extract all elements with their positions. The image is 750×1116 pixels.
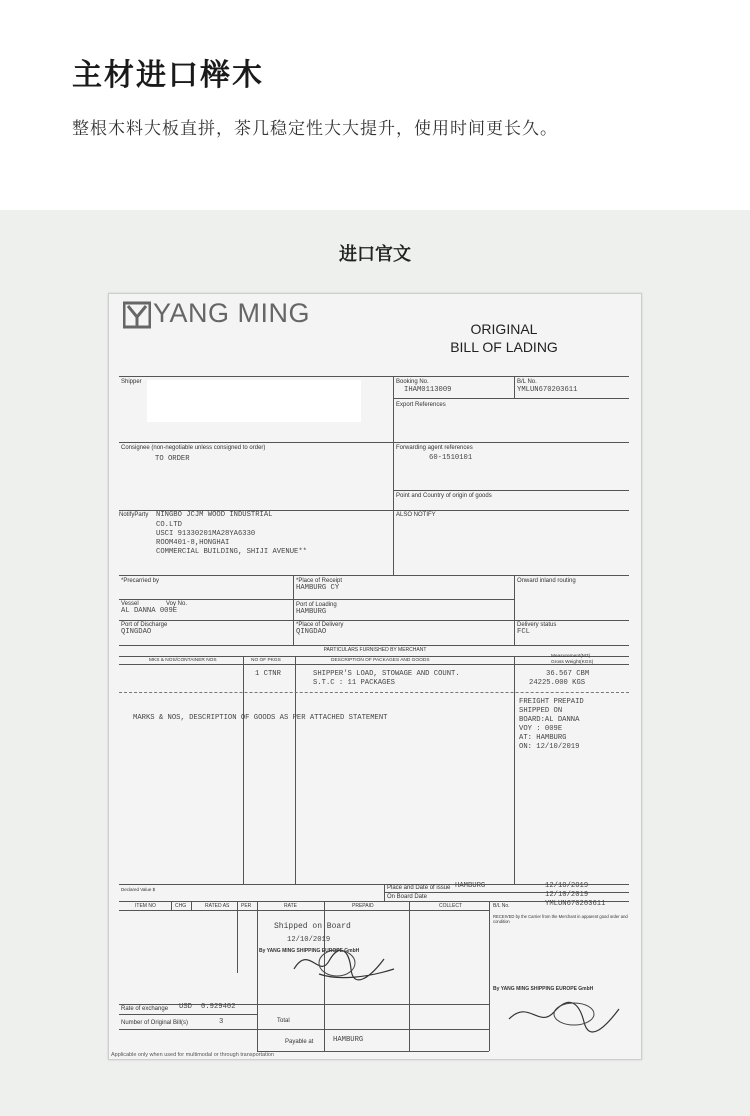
forwarding-ref-value: 60-1510101 xyxy=(429,454,473,462)
notify-party-label: NotifyParty xyxy=(119,512,149,518)
rule xyxy=(489,901,490,1051)
item-no-header: ITEM NO xyxy=(135,903,156,909)
notify-line-5: COMMERCIAL BUILDING, SHIJI AVENUE** xyxy=(156,548,307,556)
num-bills-label: Number of Original Bill(s) xyxy=(121,1020,189,1026)
stamp-shipped: Shipped on Board xyxy=(274,922,351,931)
rate-of-exchange-label: Rate of exchange xyxy=(121,1006,169,1012)
vessel-label: Vessel xyxy=(121,601,139,607)
origin-label: Point and Country of origin of goods xyxy=(396,493,492,499)
rated-as-header: RATED AS xyxy=(205,903,230,909)
voy-no-label: Voy No. xyxy=(166,601,188,607)
rule xyxy=(191,901,192,910)
rule xyxy=(119,620,629,621)
heading-original: ORIGINAL xyxy=(470,321,538,337)
measurement-header: Measurement(M3) xyxy=(551,654,591,659)
place-of-receipt-label: *Place of Receipt xyxy=(296,578,343,584)
place-of-delivery-value: QINGDAO xyxy=(296,628,327,636)
rule xyxy=(384,892,629,893)
particulars-label: PARTICULARS FURNISHED BY MERCHANT xyxy=(323,647,427,653)
collect-header: COLLECT xyxy=(439,903,463,909)
bottom-note: Applicable only when used for multimodal or through transportation xyxy=(111,1052,274,1058)
rule xyxy=(237,901,238,973)
port-of-loading-value: HAMBURG xyxy=(296,608,327,616)
export-references-label: Export References xyxy=(396,402,446,408)
goods-line-2: S.T.C : 11 PACKAGES xyxy=(313,679,395,687)
prepaid-header: PREPAID xyxy=(352,903,374,909)
forwarding-agent-label: Forwarding agent references xyxy=(396,445,473,451)
exchange-value: 0.929402 xyxy=(201,1003,236,1011)
rule xyxy=(119,910,489,911)
booking-no-label: Booking No. xyxy=(396,379,429,385)
issue-place-value: HAMBURG xyxy=(455,882,486,890)
onward-inland-label: Onward inland routing xyxy=(517,578,576,584)
notify-line-4: ROOM401-8,HONGHAI xyxy=(156,539,230,547)
vessel-value: AL DANNA 009E xyxy=(121,607,178,615)
signature-icon xyxy=(289,939,399,984)
remark-line-5: AT: HAMBURG xyxy=(519,734,567,742)
also-notify-label: ALSO NOTIFY xyxy=(396,512,436,518)
remark-line-4: VOY : 009E xyxy=(519,725,563,733)
weight-value: 24225.000 KGS xyxy=(529,679,586,687)
num-bills-value: 3 xyxy=(219,1018,224,1026)
rule xyxy=(514,656,515,884)
remark-line-3: BOARD:AL DANNA xyxy=(519,716,580,724)
payable-at-value: HAMBURG xyxy=(333,1036,364,1044)
marks-nos-header: MKS & NOS/CONTAINER NOS xyxy=(149,658,217,663)
total-label: Total xyxy=(277,1018,290,1024)
precarried-label: *Precarried by xyxy=(121,578,160,584)
exchange-prefix: USD xyxy=(179,1003,192,1011)
port-of-discharge-value: QINGDAO xyxy=(121,628,152,636)
rule xyxy=(514,376,515,398)
booking-no-value: IHAM0113009 xyxy=(404,386,452,394)
rule xyxy=(257,1051,489,1052)
remark-line-2: SHIPPED ON xyxy=(519,707,563,715)
issue-date-value: 12/10/2019 xyxy=(545,882,589,890)
rule xyxy=(384,884,385,901)
bill-of-lading-document xyxy=(108,293,642,1060)
rule xyxy=(119,376,629,377)
description-header: DESCRIPTION OF PACKAGES AND GOODS xyxy=(331,658,430,663)
stamp-by: By YANG MING SHIPPING EUROPE GmbH xyxy=(259,948,360,954)
chg-header: CHG xyxy=(175,903,187,909)
rule xyxy=(393,376,394,576)
bl-no-header: B/L No. xyxy=(493,903,510,909)
remark-line-1: FREIGHT PREPAID xyxy=(519,698,584,706)
pkgs-value: 1 CTNR xyxy=(255,670,281,678)
rule xyxy=(171,901,172,910)
on-board-date-label: On Board Date xyxy=(387,894,428,900)
heading-bill-of-lading: BILL OF LADING xyxy=(450,339,558,355)
place-date-issue-label: Place and Date of issue xyxy=(387,885,451,891)
notify-line-1: NINGBO JCJM WOOD INDUSTRIAL xyxy=(156,511,273,519)
rule xyxy=(393,490,629,491)
place-of-delivery-label: *Place of Delivery xyxy=(296,622,344,628)
notify-line-2: CO.LTD xyxy=(156,521,182,529)
rate-header: RATE xyxy=(284,903,297,909)
section-title: 进口官文 xyxy=(339,244,411,265)
bl-no-value: YMLUN670203611 xyxy=(517,386,578,394)
bl-no-value-2: YMLUN670203611 xyxy=(545,900,606,908)
rule xyxy=(119,1014,257,1015)
rule xyxy=(119,599,514,600)
received-text: RECEIVED by the Carrier from the Merchant in apparent good order and condition xyxy=(493,914,628,924)
port-of-discharge-label: Port of Discharge xyxy=(121,622,168,628)
stamp-date: 12/10/2019 xyxy=(287,936,331,944)
rule xyxy=(243,656,244,884)
header-section xyxy=(0,0,750,210)
document-heading xyxy=(429,320,579,356)
rule xyxy=(514,575,515,645)
rule xyxy=(293,575,294,645)
signed-by-label: By YANG MING SHIPPING EUROPE GmbH xyxy=(493,986,594,992)
page-subtitle: 整根木料大板直拼，茶几稳定性大大提升，使用时间更长久。 xyxy=(72,119,558,139)
consignee-label: Consignee (non-negotiable unless consigned to order) xyxy=(121,445,266,451)
place-of-receipt-value: HAMBURG CY xyxy=(296,584,340,592)
port-of-loading-label: Port of Loading xyxy=(296,602,337,608)
rule xyxy=(119,1029,489,1030)
declared-value-label: Declared Value $ xyxy=(121,887,156,892)
marks-line: MARKS & NOS, DESCRIPTION OF GOODS AS PER ATTACHED STATEMENT xyxy=(133,714,388,722)
delivery-status-label: Delivery status xyxy=(517,622,557,628)
yang-ming-logo-icon xyxy=(123,300,151,330)
goods-line-1: SHIPPER'S LOAD, STOWAGE AND COUNT. xyxy=(313,670,460,678)
rule xyxy=(295,656,296,884)
brand-name: YANG MING xyxy=(153,298,311,328)
payable-at-label: Payable at xyxy=(285,1039,314,1045)
per-header: PER xyxy=(241,903,252,909)
measurement-value: 36.567 CBM xyxy=(546,670,590,678)
notify-line-3: USCI 91330201MA28YA6330 xyxy=(156,530,256,538)
dashed-rule xyxy=(119,692,629,693)
rule xyxy=(257,1004,489,1005)
delivery-status-value: FCL xyxy=(517,628,530,636)
signature-2-icon xyxy=(504,994,624,1034)
consignee-value: TO ORDER xyxy=(155,455,190,463)
rule xyxy=(393,398,629,399)
page-title: 主材进口榉木 xyxy=(72,58,264,93)
bl-no-label: B/L No. xyxy=(517,379,537,385)
on-board-date-value: 12/10/2019 xyxy=(545,891,589,899)
remark-line-6: ON: 12/10/2019 xyxy=(519,743,580,751)
shipper-label: Shipper xyxy=(121,379,142,385)
rule xyxy=(119,575,629,576)
shipper-redacted xyxy=(147,380,361,422)
rule xyxy=(119,645,629,646)
rule xyxy=(119,442,629,443)
no-of-pkgs-header: NO OF PKGS xyxy=(251,658,281,663)
gross-weight-header: Gross Weight(KGS) xyxy=(551,660,594,665)
